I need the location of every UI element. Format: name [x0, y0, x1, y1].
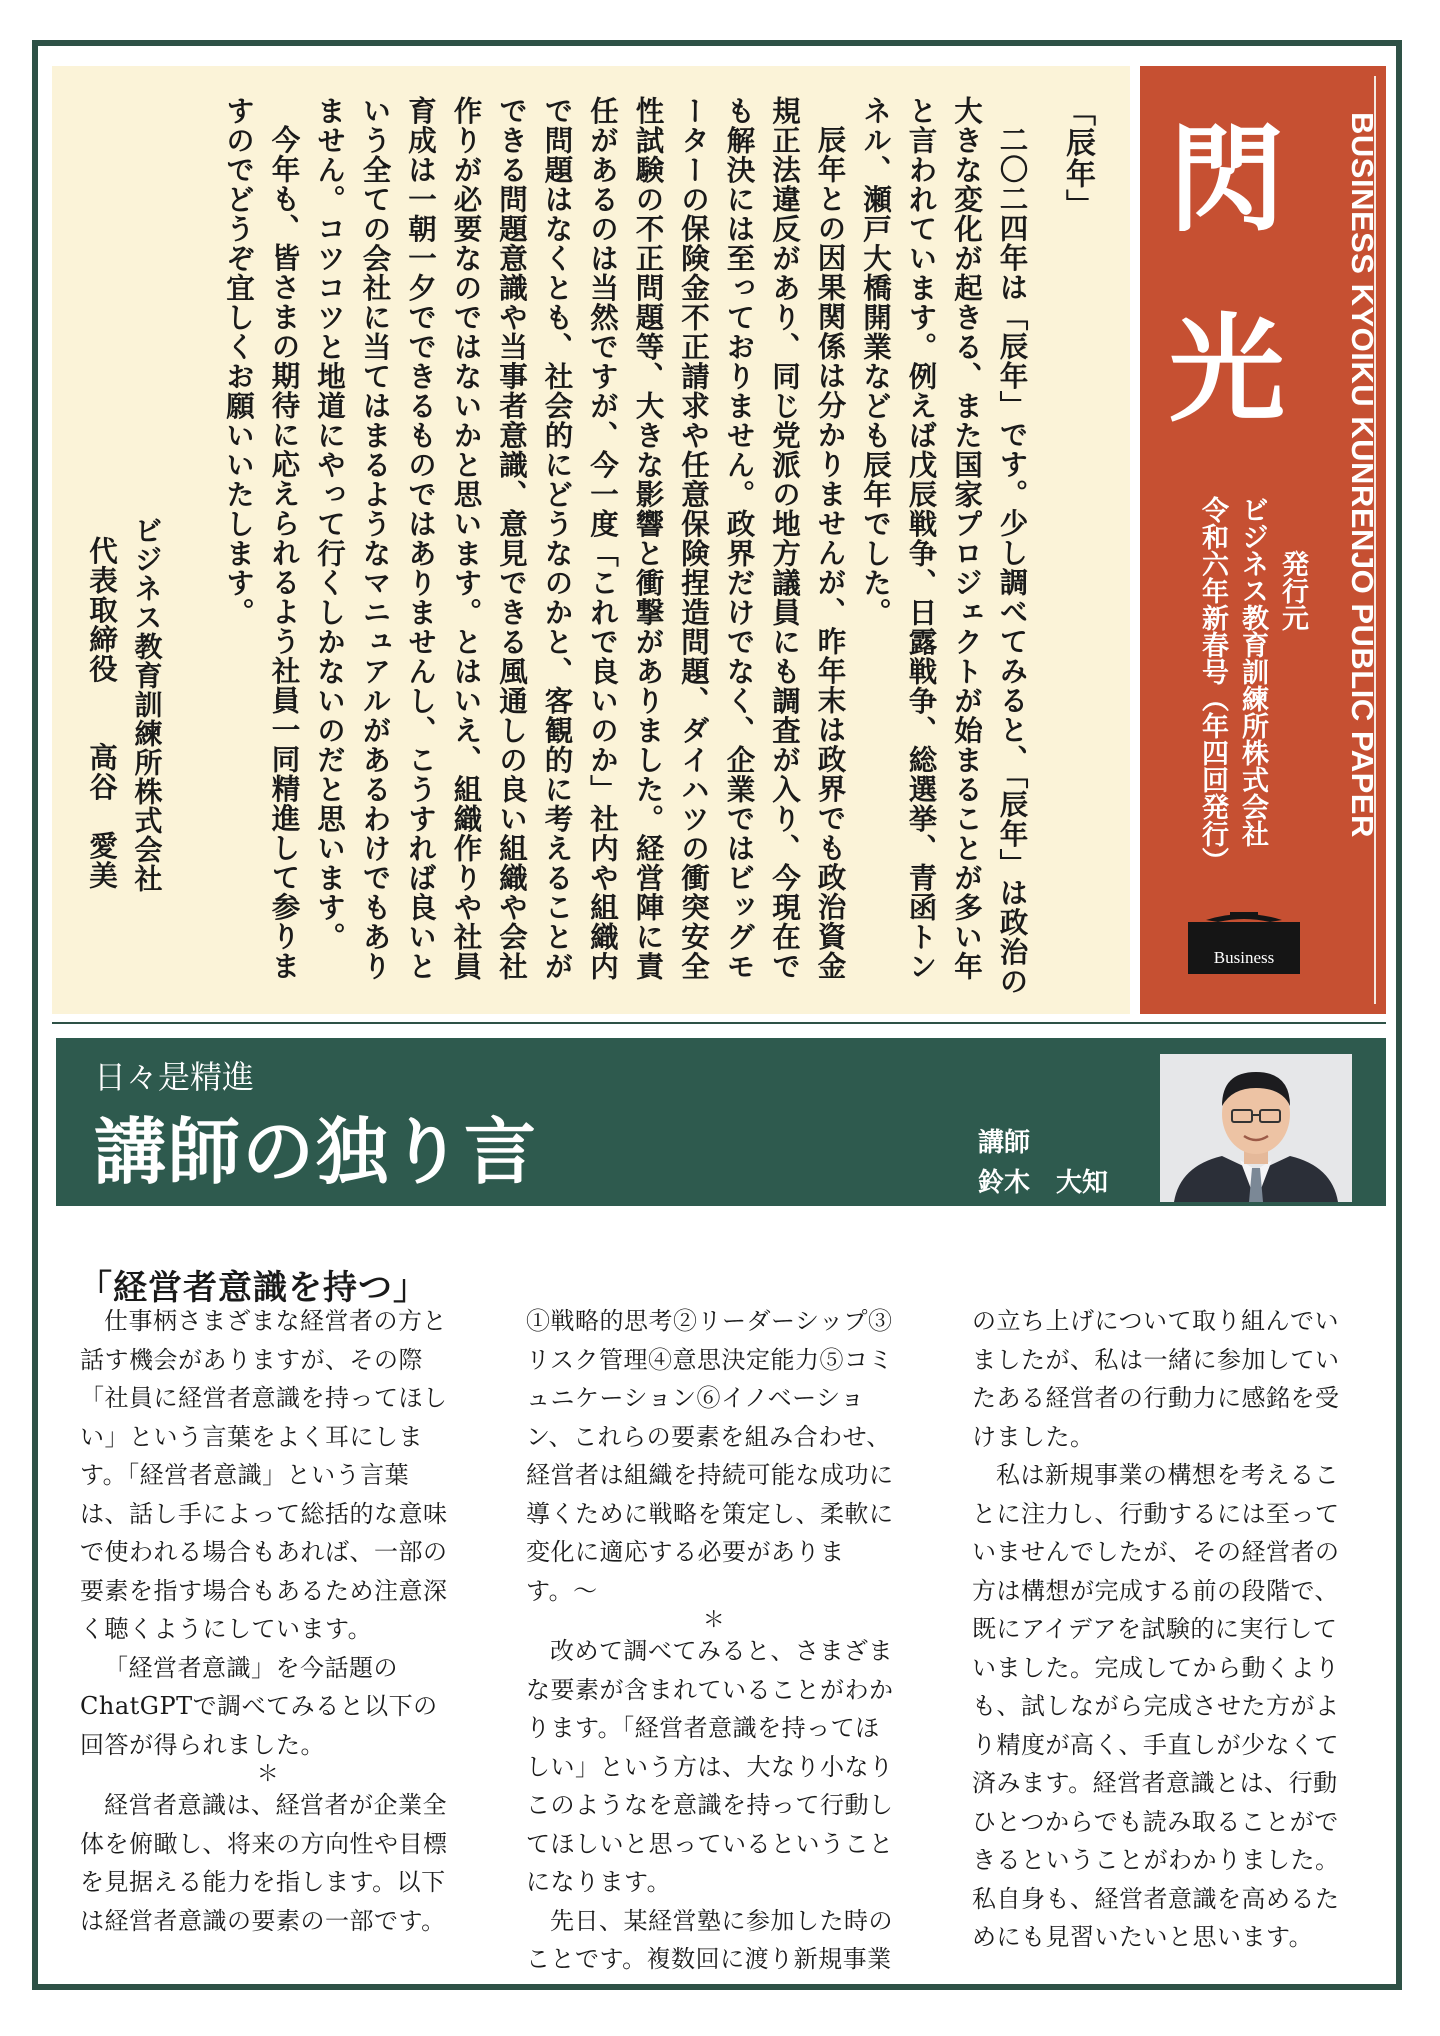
publisher-name: ビジネス教育訓練所株式会社	[1237, 496, 1268, 847]
asterisk-separator: ＊	[256, 1762, 280, 1787]
masthead-title-char: 光	[1169, 303, 1285, 438]
signature-company: ビジネス教育訓練所株式会社	[130, 516, 164, 893]
portrait-image	[1160, 1054, 1352, 1202]
masthead-english: BUSINESS KYOIKU KUNRENJO PUBLIC PAPER	[1345, 112, 1380, 838]
greeting-paragraph: 二〇二四年は「辰年」です。少し調べてみると、「辰年」は政治の大きな変化が起きる、また国家プロジェクトが始まることが多い年と言われています。例えば戊辰戦争、日露戦争、総選挙、青函トンネル、瀬戸大橋開業なども辰年でした。	[859, 96, 1030, 996]
article-title: 「経営者意識を持つ」	[78, 1268, 428, 1309]
asterisk-separator: ＊	[702, 1608, 726, 1633]
masthead-title	[1162, 86, 1292, 466]
masthead	[1140, 66, 1386, 1014]
publisher-label: 発行元	[1277, 550, 1308, 631]
greeting-article	[52, 66, 1130, 1014]
section-divider	[52, 1022, 1386, 1024]
business-badge: Business	[1188, 922, 1300, 974]
lecturer-name: 鈴木 大知	[978, 1168, 1109, 1198]
article-column-3	[972, 1302, 1348, 1957]
article-paragraph: 経営者意識は、経営者が企業全体を俯瞰し、将来の方向性や目標を見据える能力を指します。以下は経営者意識の要素の一部です。	[80, 1791, 448, 1935]
lecturer-role: 講師	[978, 1128, 1031, 1158]
greeting-paragraph: 今年も、皆さまの期待に応えられるよう社員一同精進して参りますのでどうぞ宜しくお願いいたします。	[222, 96, 302, 980]
column-kicker: 日々是精進	[94, 1058, 255, 1096]
greeting-heading: 「辰年」	[1060, 96, 1095, 220]
article-paragraph: 私は新規事業の構想を考えることに注力し、行動するには至っていませんでしたが、その経営者の方は構想が完成する前の段階で、既にアイデアを試験的に実行していました。完成してから動くよりも、試しながら完成させた方がより精度が高く、手直しが少なくて済みます。経営者意識とは、行動ひとつからでも読み取ることができるということがわかりました。私自身も、経営者意識を高めるためにも見習いたいと思います。	[972, 1461, 1340, 1951]
publisher-info	[1192, 496, 1312, 946]
article-paragraph: の立ち上げについて取り組んでいましたが、私は一緒に参加していたある経営者の行動力に感銘を受けました。	[972, 1307, 1340, 1451]
greeting-text	[79, 96, 1101, 996]
article-paragraph: 先日、某経営塾に参加した時のことです。複数回に渡り新規事業	[526, 1906, 893, 1973]
article-column-2	[526, 1302, 902, 1979]
article-paragraph: 仕事柄さまざまな経営者の方と話す機会がありますが、その際「社員に経営者意識を持ってほしい」という言葉をよく耳にします。「経営者意識」という言葉は、話し手によって総括的な意味で使われる場合もあれば、一部の要素を指す場合もあるため注意深く聴くようにしています。	[80, 1307, 448, 1643]
masthead-title-char: 閃	[1169, 113, 1285, 248]
lecturer-photo	[1160, 1054, 1352, 1202]
article-paragraph: ①戦略的思考②リーダーシップ③リスク管理④意思決定能力⑤コミュニケーション⑥イノベーション、これらの要素を組み合わせ、経営者は組織を持続可能な成功に導くために戦略を策定し、柔軟に変化に適応する必要があります。〜	[526, 1307, 894, 1605]
issue-label: 令和六年新春号（年四回発行）	[1197, 496, 1228, 874]
article-column-1	[80, 1302, 456, 1940]
article-paragraph: 「経営者意識」を今話題のChatGPTで調べてみると以下の回答が得られました。	[80, 1653, 438, 1759]
signature-name: 代表取締役 高谷 愛美	[85, 536, 119, 890]
article-paragraph: 改めて調べてみると、さまざまな要素が含まれていることがわかります。「経営者意識を持ってほしい」という方は、大なり小なりこのようなを意識を持って行動してほしいと思っているということになります。	[526, 1637, 894, 1896]
greeting-paragraph: 辰年との因果関係は分かりませんが、昨年末は政界でも政治資金規正法違反があり、同じ党派の地方議員にも調査が入り、今現在でも解決には至っておりません。政界だけでなく、企業ではビッグモーターの保険金不正請求や任意保険捏造問題、ダイハツの衝突安全性試験の不正問題等、大きな影響と衝撃がありました。経営陣に責任があるのは当然ですが、今一度「これで良いのか」社内や組織内で問題はなくとも、社会的にどうなのかと、客観的に考えることができる問題意識や当事者意識、意見できる風通しの良い組織や会社作りが必要なのではないかと思います。とはいえ、組織作りや社員育成は一朝一夕でできるものではありませんし、こうすれば良いという全ての会社に当てはまるようなマニュアルがあるわけでもありません。コツコツと地道にやって行くしかないのだと思います。	[313, 96, 848, 981]
column-title: 講師の独り言	[94, 1109, 539, 1194]
column-banner	[56, 1038, 1386, 1206]
